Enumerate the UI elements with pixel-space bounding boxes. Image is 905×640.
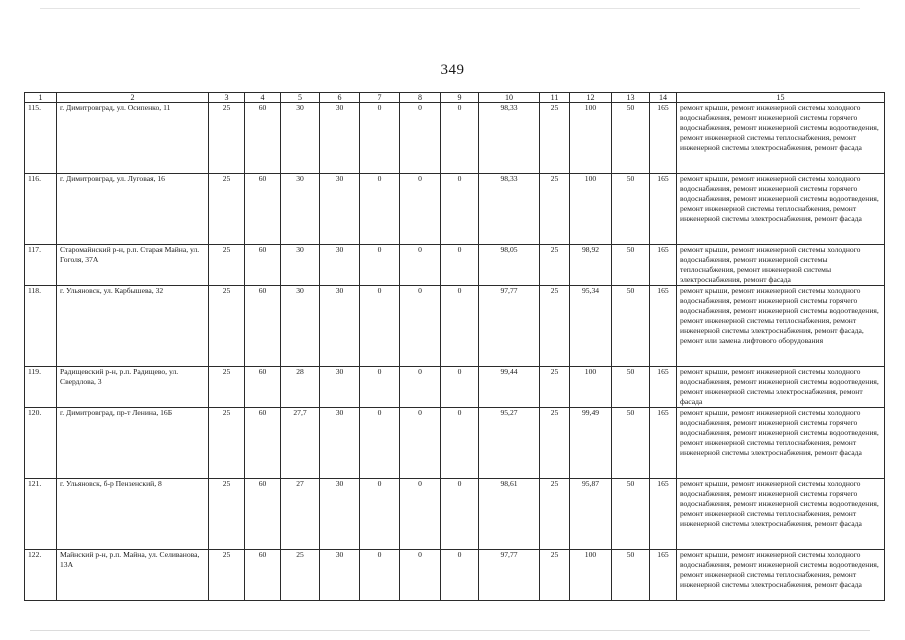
value-cell: 30 bbox=[320, 103, 360, 174]
address-cell: г. Димитровград, ул. Осипенко, 11 bbox=[57, 103, 209, 174]
value-cell: 28 bbox=[281, 367, 320, 408]
row-number: 120. bbox=[25, 408, 57, 479]
column-header: 11 bbox=[540, 93, 570, 103]
value-cell: 165 bbox=[650, 367, 677, 408]
value-cell: 0 bbox=[400, 174, 441, 245]
address-cell: г. Ульяновск, б-р Пензенский, 8 bbox=[57, 479, 209, 550]
value-cell: 30 bbox=[281, 174, 320, 245]
value-cell: 30 bbox=[281, 286, 320, 367]
column-header: 6 bbox=[320, 93, 360, 103]
value-cell: 0 bbox=[360, 367, 400, 408]
value-cell: 0 bbox=[441, 408, 479, 479]
value-cell: 165 bbox=[650, 174, 677, 245]
value-cell: 27,7 bbox=[281, 408, 320, 479]
value-cell: 0 bbox=[360, 174, 400, 245]
value-cell: 60 bbox=[245, 245, 281, 286]
value-cell: 98,33 bbox=[479, 174, 540, 245]
value-cell: 30 bbox=[320, 408, 360, 479]
value-cell: 0 bbox=[441, 245, 479, 286]
value-cell: 25 bbox=[209, 550, 245, 601]
address-cell: г. Ульяновск, ул. Карбышева, 32 bbox=[57, 286, 209, 367]
row-number: 115. bbox=[25, 103, 57, 174]
table-row bbox=[25, 174, 885, 245]
row-number: 122. bbox=[25, 550, 57, 601]
value-cell: 97,77 bbox=[479, 286, 540, 367]
page-number: 349 bbox=[440, 62, 465, 78]
value-cell: 25 bbox=[540, 479, 570, 550]
value-cell: 30 bbox=[320, 479, 360, 550]
address-cell: Радищевский р-н, р.п. Радищево, ул. Свердлова, 3 bbox=[57, 367, 209, 408]
address-cell: Майнский р-н, р.п. Майна, ул. Селиванова, 13А bbox=[57, 550, 209, 601]
column-header: 10 bbox=[479, 93, 540, 103]
value-cell: 30 bbox=[281, 245, 320, 286]
column-header: 9 bbox=[441, 93, 479, 103]
value-cell: 25 bbox=[209, 245, 245, 286]
table-row bbox=[25, 479, 885, 550]
value-cell: 30 bbox=[320, 367, 360, 408]
column-number-row bbox=[25, 93, 885, 103]
value-cell: 0 bbox=[360, 479, 400, 550]
value-cell: 0 bbox=[360, 245, 400, 286]
value-cell: 99,44 bbox=[479, 367, 540, 408]
value-cell: 25 bbox=[209, 103, 245, 174]
value-cell: 0 bbox=[360, 286, 400, 367]
housing-repair-table bbox=[24, 92, 885, 601]
row-number: 118. bbox=[25, 286, 57, 367]
column-header: 15 bbox=[677, 93, 885, 103]
value-cell: 30 bbox=[320, 286, 360, 367]
row-number: 121. bbox=[25, 479, 57, 550]
value-cell: 97,77 bbox=[479, 550, 540, 601]
table-row bbox=[25, 286, 885, 367]
value-cell: 165 bbox=[650, 245, 677, 286]
value-cell: 60 bbox=[245, 479, 281, 550]
value-cell: 100 bbox=[570, 550, 612, 601]
address-cell: Старомайнский р-н, р.п. Старая Майна, ул. Гоголя, 37А bbox=[57, 245, 209, 286]
address-cell: г. Димитровград, пр-т Ленина, 16Б bbox=[57, 408, 209, 479]
value-cell: 50 bbox=[612, 408, 650, 479]
value-cell: 0 bbox=[400, 479, 441, 550]
column-header: 5 bbox=[281, 93, 320, 103]
value-cell: 0 bbox=[360, 103, 400, 174]
value-cell: 25 bbox=[540, 245, 570, 286]
value-cell: 0 bbox=[400, 103, 441, 174]
repair-works-cell: ремонт крыши, ремонт инженерной системы холодного водоснабжения, ремонт инженерной системы водоотведения, ремонт инженерной системы электроснабжения, ремонт фасада bbox=[677, 367, 885, 408]
value-cell: 0 bbox=[360, 550, 400, 601]
value-cell: 60 bbox=[245, 286, 281, 367]
value-cell: 60 bbox=[245, 408, 281, 479]
value-cell: 50 bbox=[612, 550, 650, 601]
value-cell: 95,34 bbox=[570, 286, 612, 367]
column-header: 3 bbox=[209, 93, 245, 103]
value-cell: 0 bbox=[400, 550, 441, 601]
column-header: 8 bbox=[400, 93, 441, 103]
value-cell: 25 bbox=[540, 408, 570, 479]
table-row bbox=[25, 550, 885, 601]
table-row bbox=[25, 103, 885, 174]
repair-works-cell: ремонт крыши, ремонт инженерной системы холодного водоснабжения, ремонт инженерной системы горячего водоснабжения, ремонт инженерной системы водоотведения, ремонт инженерной системы теплоснабжения, ремонт инженерной системы электроснабжения, ремонт фасада bbox=[677, 103, 885, 174]
value-cell: 165 bbox=[650, 479, 677, 550]
value-cell: 30 bbox=[320, 245, 360, 286]
value-cell: 25 bbox=[540, 103, 570, 174]
value-cell: 25 bbox=[209, 479, 245, 550]
value-cell: 99,49 bbox=[570, 408, 612, 479]
address-cell: г. Димитровград, ул. Луговая, 16 bbox=[57, 174, 209, 245]
value-cell: 165 bbox=[650, 286, 677, 367]
value-cell: 0 bbox=[441, 367, 479, 408]
repair-works-cell: ремонт крыши, ремонт инженерной системы холодного водоснабжения, ремонт инженерной системы горячего водоснабжения, ремонт инженерной системы водоотведения, ремонт инженерной системы теплоснабжения, ремонт инженерной системы электроснабжения, ремонт фасада bbox=[677, 408, 885, 479]
value-cell: 165 bbox=[650, 550, 677, 601]
row-number: 116. bbox=[25, 174, 57, 245]
value-cell: 0 bbox=[441, 479, 479, 550]
value-cell: 98,61 bbox=[479, 479, 540, 550]
table-row bbox=[25, 245, 885, 286]
value-cell: 50 bbox=[612, 103, 650, 174]
row-number: 119. bbox=[25, 367, 57, 408]
value-cell: 0 bbox=[400, 245, 441, 286]
scan-artifact-line bbox=[40, 8, 860, 9]
row-number: 117. bbox=[25, 245, 57, 286]
value-cell: 25 bbox=[209, 286, 245, 367]
column-header: 4 bbox=[245, 93, 281, 103]
value-cell: 27 bbox=[281, 479, 320, 550]
value-cell: 25 bbox=[209, 408, 245, 479]
repair-works-cell: ремонт крыши, ремонт инженерной системы холодного водоснабжения, ремонт инженерной системы горячего водоснабжения, ремонт инженерной системы водоотведения, ремонт инженерной системы теплоснабжения, ремонт инженерной системы электроснабжения, ремонт фасада bbox=[677, 174, 885, 245]
value-cell: 25 bbox=[540, 367, 570, 408]
column-header: 14 bbox=[650, 93, 677, 103]
column-header: 7 bbox=[360, 93, 400, 103]
value-cell: 50 bbox=[612, 245, 650, 286]
value-cell: 98,33 bbox=[479, 103, 540, 174]
column-header: 2 bbox=[57, 93, 209, 103]
value-cell: 0 bbox=[360, 408, 400, 479]
value-cell: 30 bbox=[320, 550, 360, 601]
value-cell: 0 bbox=[400, 286, 441, 367]
value-cell: 30 bbox=[281, 103, 320, 174]
value-cell: 50 bbox=[612, 367, 650, 408]
repair-works-cell: ремонт крыши, ремонт инженерной системы холодного водоснабжения, ремонт инженерной системы водоотведения, ремонт инженерной системы теплоснабжения, ремонт инженерной системы электроснабжения, ремонт фасада bbox=[677, 550, 885, 601]
value-cell: 25 bbox=[209, 174, 245, 245]
value-cell: 25 bbox=[540, 286, 570, 367]
value-cell: 60 bbox=[245, 103, 281, 174]
value-cell: 100 bbox=[570, 103, 612, 174]
value-cell: 25 bbox=[281, 550, 320, 601]
value-cell: 50 bbox=[612, 174, 650, 245]
value-cell: 0 bbox=[400, 367, 441, 408]
value-cell: 95,27 bbox=[479, 408, 540, 479]
scan-artifact-line bbox=[30, 630, 870, 631]
value-cell: 25 bbox=[209, 367, 245, 408]
value-cell: 25 bbox=[540, 550, 570, 601]
repair-works-cell: ремонт крыши, ремонт инженерной системы холодного водоснабжения, ремонт инженерной системы горячего водоснабжения, ремонт инженерной системы водоотведения, ремонт инженерной системы теплоснабжения, ремонт инженерной системы электроснабжения, ремонт фасада, ремонт или замена лифтового оборудования bbox=[677, 286, 885, 367]
value-cell: 30 bbox=[320, 174, 360, 245]
table-row bbox=[25, 367, 885, 408]
value-cell: 25 bbox=[540, 174, 570, 245]
value-cell: 98,92 bbox=[570, 245, 612, 286]
value-cell: 95,87 bbox=[570, 479, 612, 550]
value-cell: 100 bbox=[570, 174, 612, 245]
repair-works-cell: ремонт крыши, ремонт инженерной системы холодного водоснабжения, ремонт инженерной системы теплоснабжения, ремонт инженерной системы электроснабжения, ремонт фасада bbox=[677, 245, 885, 286]
value-cell: 60 bbox=[245, 174, 281, 245]
value-cell: 50 bbox=[612, 479, 650, 550]
value-cell: 0 bbox=[441, 286, 479, 367]
table-row bbox=[25, 408, 885, 479]
value-cell: 165 bbox=[650, 408, 677, 479]
column-header: 1 bbox=[25, 93, 57, 103]
column-header: 13 bbox=[612, 93, 650, 103]
repair-works-cell: ремонт крыши, ремонт инженерной системы холодного водоснабжения, ремонт инженерной системы горячего водоснабжения, ремонт инженерной системы водоотведения, ремонт инженерной системы теплоснабжения, ремонт инженерной системы электроснабжения, ремонт фасада bbox=[677, 479, 885, 550]
value-cell: 165 bbox=[650, 103, 677, 174]
value-cell: 0 bbox=[441, 550, 479, 601]
value-cell: 98,05 bbox=[479, 245, 540, 286]
value-cell: 0 bbox=[400, 408, 441, 479]
value-cell: 60 bbox=[245, 550, 281, 601]
value-cell: 60 bbox=[245, 367, 281, 408]
value-cell: 100 bbox=[570, 367, 612, 408]
value-cell: 50 bbox=[612, 286, 650, 367]
value-cell: 0 bbox=[441, 103, 479, 174]
value-cell: 0 bbox=[441, 174, 479, 245]
column-header: 12 bbox=[570, 93, 612, 103]
